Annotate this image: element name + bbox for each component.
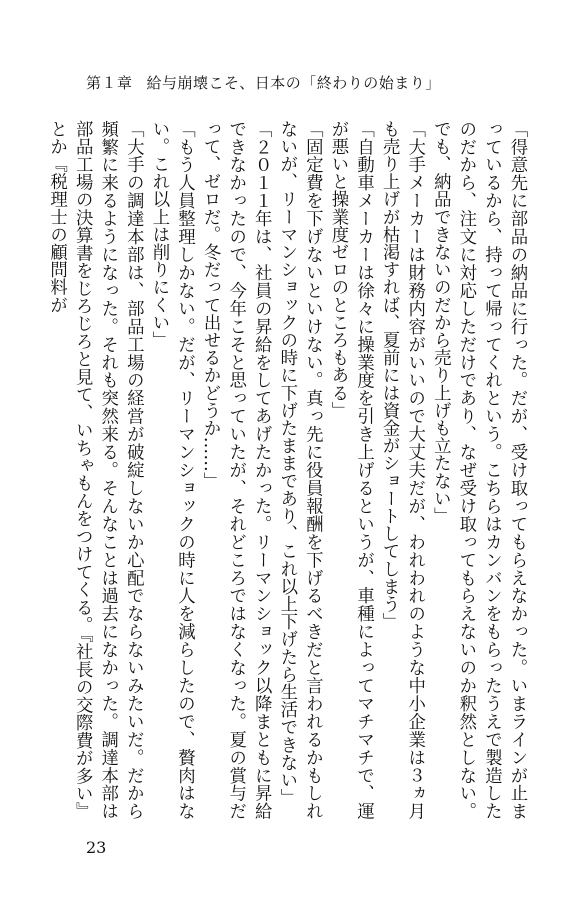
paragraph: 「２０１１年は、社員の昇給をしてあげたかった。リーマンショック以降まともに昇給できなかったので、今年こそと思っていたが、それどころではなくなった。夏の賞与だって、ゼロだ。冬だって出せるかどうか……」	[200, 120, 272, 820]
paragraph: 「大手の調達本部は、部品工場の経営が破綻しないか心配でならないみたいだ。だから頻繁に来るようになった。それも突然来る。そんなことは過去になかった。調達本部は部品工場の決算書をじろじろと見て、いちゃもんをつけてくる。『社長の交際費が多い』とか『税理士の顧問料が	[46, 120, 144, 820]
chapter-label: 第１章	[86, 74, 133, 92]
paragraph: 「得意先に部品の納品に行った。だが、受け取ってもらえなかった。いまラインが止まっているから、持って帰ってくれという。こちらはカンバンをもらったうえで製造したのだから、注文に対応しただけであり、なぜ受け取ってもらえないのか釈然としない。でも、納品できないのだから売り上げも立たない」	[430, 120, 527, 820]
running-header	[86, 72, 486, 93]
paragraph: 「もう人員整理しかない。だが、リーマンショックの時に人を減らしたので、贅肉はない。これ以上は削りにくい」	[148, 120, 195, 820]
chapter-title: 給与崩壊こそ、日本の「終わりの始まり」	[146, 74, 441, 92]
paragraph: 「固定費を下げないといけない。真っ先に役員報酬を下げるべきだと言われるかもしれないが、リーマンショックの時に下げたままであり、これ以上下げたら生活できない」	[276, 120, 323, 820]
paragraph: 「大手メーカーは財務内容がいいので大丈夫だが、われわれのような中小企業は３ヵ月も売り上げが枯渇すれば、夏前には資金がショートしてしまう」	[379, 120, 425, 820]
page-number: 23	[86, 838, 107, 857]
body-text	[29, 120, 529, 820]
paragraph: 「自動車メーカーは徐々に操業度を引き上げるというが、車種によってマチマチで、運が悪いと操業度ゼロのところもある」	[327, 120, 374, 820]
